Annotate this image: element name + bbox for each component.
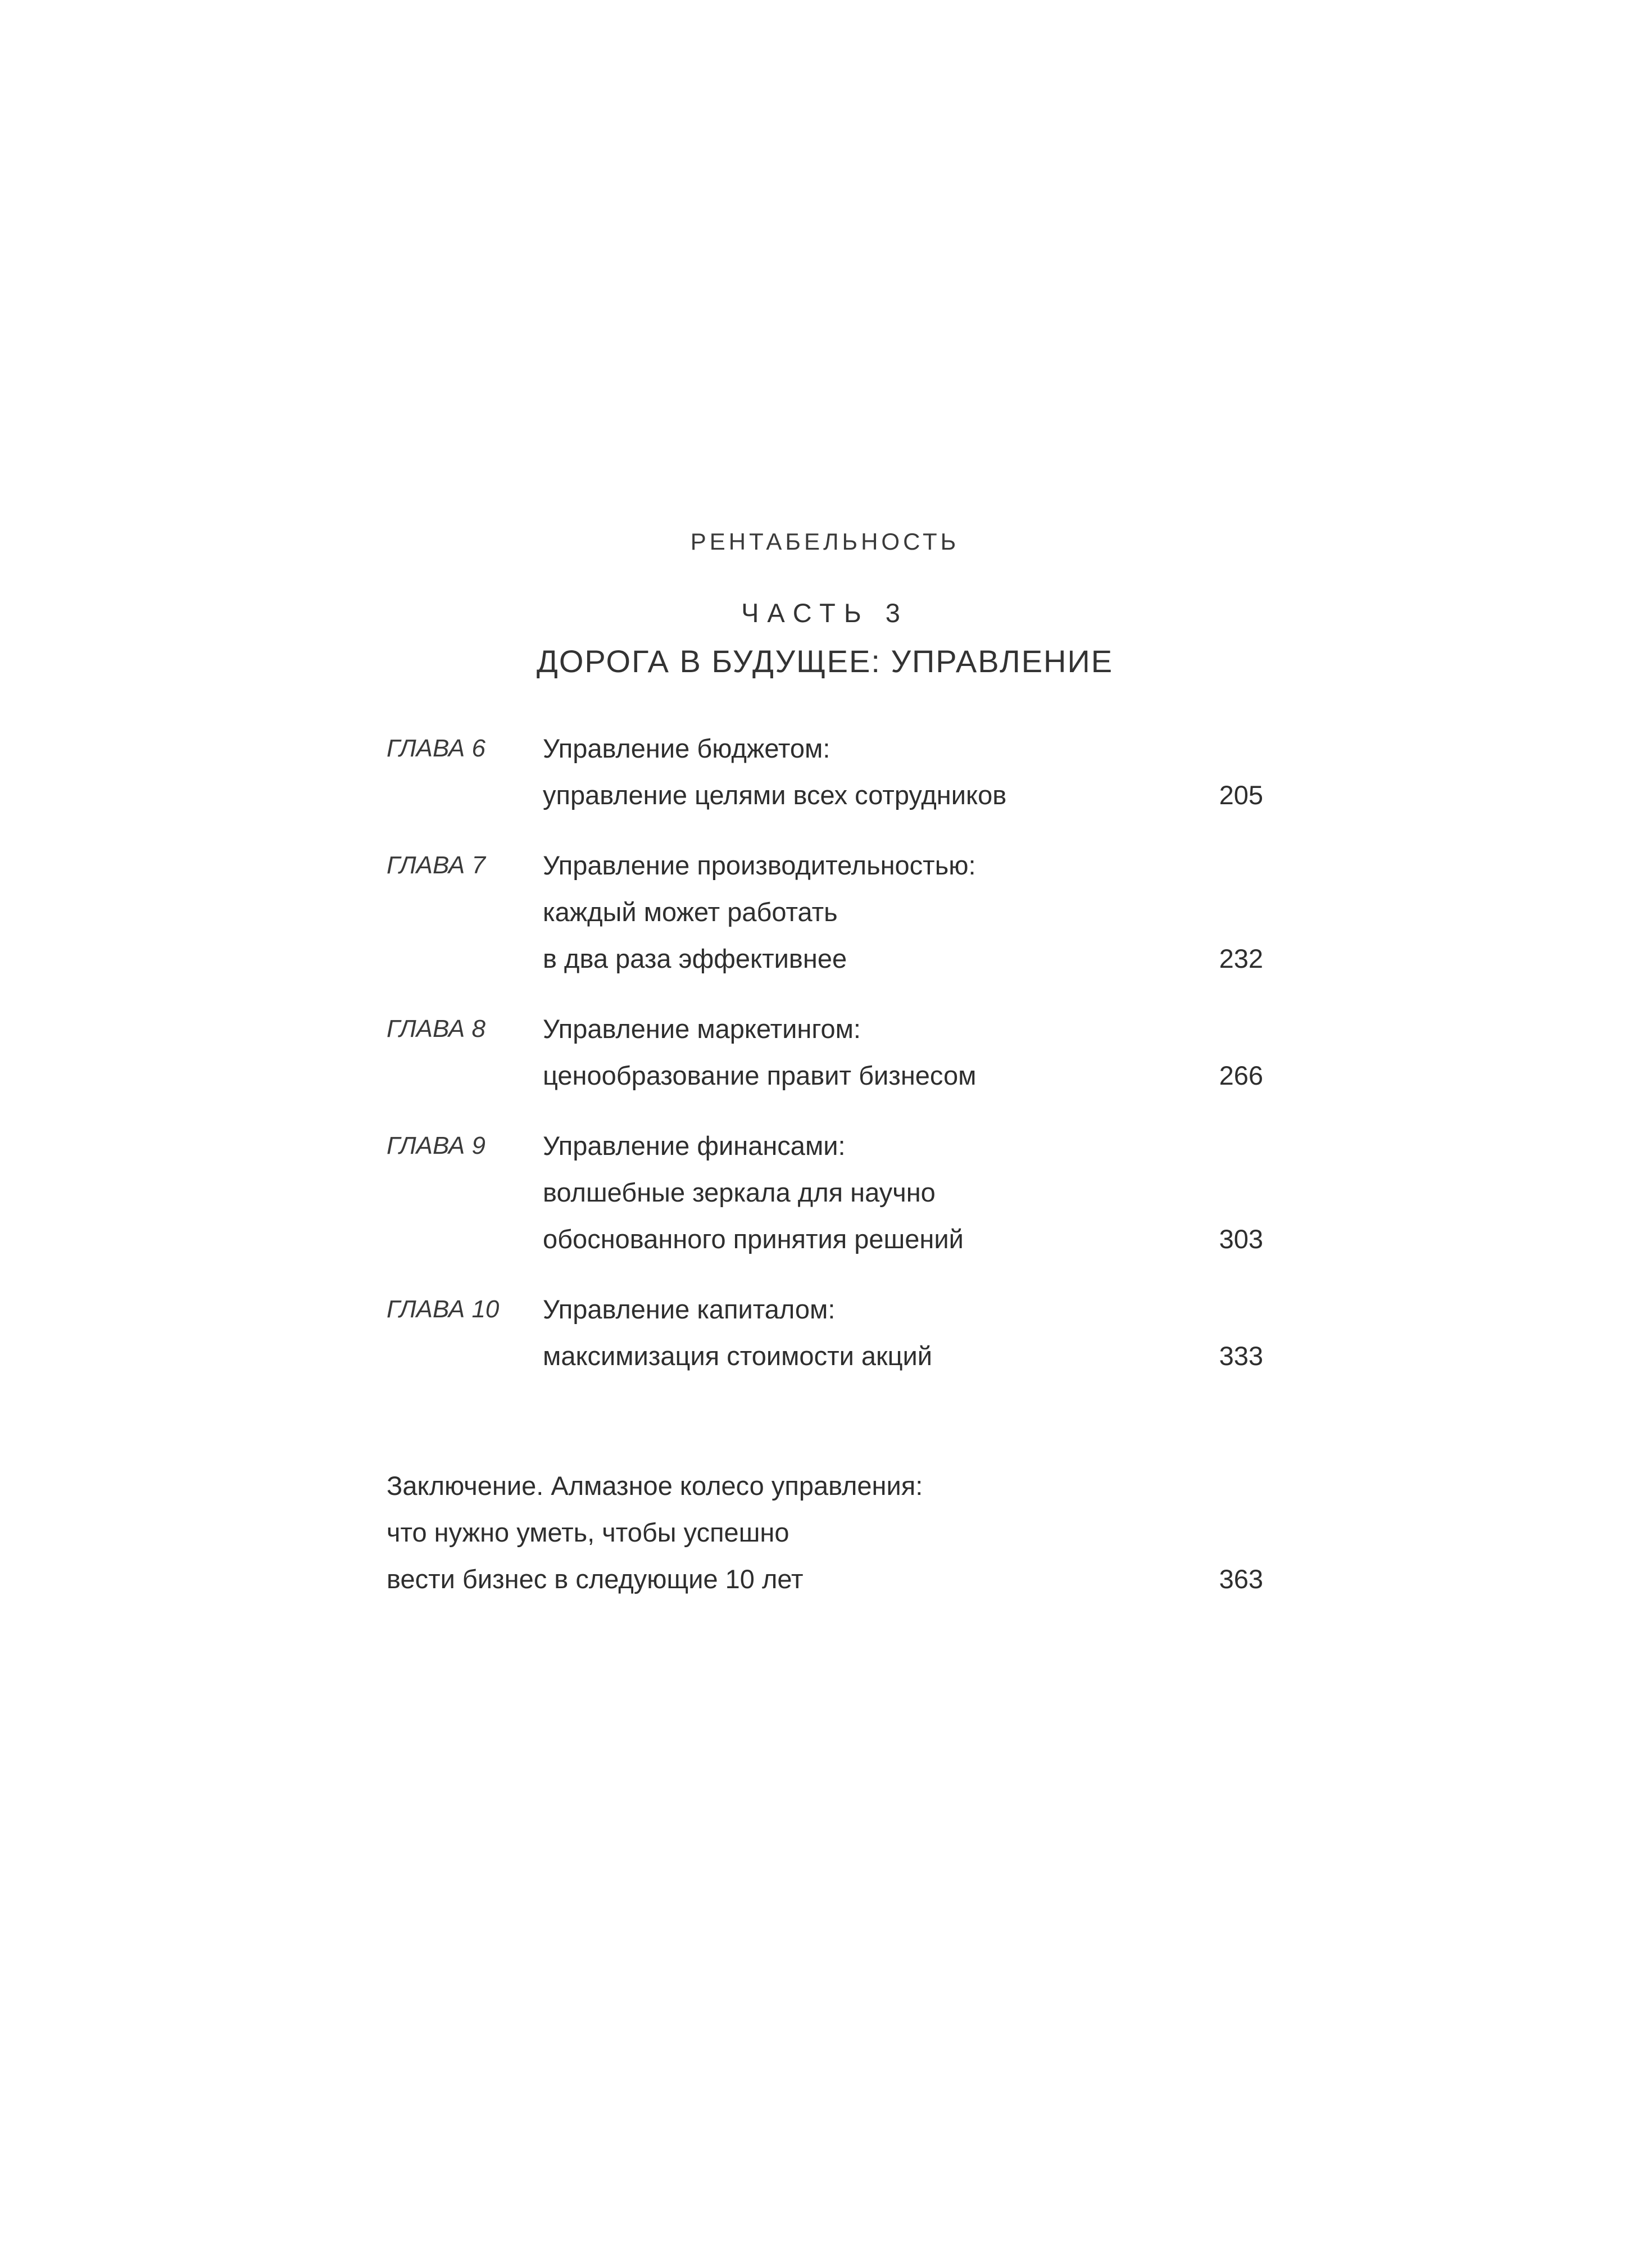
chapter-title-line: в два раза эффективнее [543, 944, 847, 973]
page-number: 205 [1219, 780, 1263, 810]
chapter-title-line: Управление финансами: [543, 1131, 846, 1161]
chapter-title-line: обоснованного принятия решений [543, 1224, 964, 1254]
chapter-label: ГЛАВА 10 [387, 1295, 500, 1323]
chapter-title-line: Управление капиталом: [543, 1294, 836, 1324]
toc-entry-chapter-9 [387, 1122, 1263, 1262]
chapter-title [543, 1286, 1168, 1379]
conclusion-line: Заключение. Алмазное колесо управления: [387, 1471, 923, 1501]
chapter-title-line: Управление бюджетом: [543, 733, 830, 763]
chapter-label: ГЛАВА 7 [387, 851, 485, 879]
toc-entry-chapter-7 [387, 842, 1263, 982]
chapter-title-line: Управление маркетингом: [543, 1014, 861, 1044]
chapter-title [543, 1122, 1168, 1262]
page-number: 266 [1219, 1060, 1263, 1090]
page-number: 303 [1219, 1224, 1263, 1254]
chapter-title [543, 725, 1168, 818]
conclusion-line: что нужно уметь, чтобы успешно [387, 1517, 789, 1547]
page-number: 232 [1219, 944, 1263, 973]
chapter-label: ГЛАВА 8 [387, 1015, 485, 1043]
toc-entry-chapter-6 [387, 725, 1263, 818]
page-number: 333 [1219, 1341, 1263, 1371]
conclusion-line: вести бизнес в следующие 10 лет [387, 1564, 804, 1594]
chapter-title-line: Управление производительностью: [543, 850, 976, 880]
chapter-label: ГЛАВА 9 [387, 1132, 485, 1159]
chapter-title [543, 1005, 1168, 1099]
running-head: РЕНТАБЕЛЬНОСТЬ [690, 528, 960, 555]
chapter-title-line: максимизация стоимости акций [543, 1341, 933, 1371]
toc-entry-conclusion [387, 1462, 1263, 1602]
part-title: ДОРОГА В БУДУЩЕЕ: УПРАВЛЕНИЕ [536, 643, 1114, 679]
toc-list [387, 725, 1263, 1379]
conclusion-title [387, 1462, 1168, 1602]
chapter-title-line: ценообразование правит бизнесом [543, 1060, 977, 1090]
page-number: 363 [1219, 1564, 1263, 1594]
chapter-title [543, 842, 1168, 982]
toc-content [387, 527, 1263, 1602]
toc-entry-chapter-8 [387, 1005, 1263, 1099]
toc-entry-chapter-10 [387, 1286, 1263, 1379]
chapter-title-line: каждый может работать [543, 897, 838, 927]
chapter-title-line: управление целями всех сотрудников [543, 780, 1007, 810]
part-label: ЧАСТЬ 3 [741, 598, 909, 628]
chapter-label: ГЛАВА 6 [387, 735, 485, 762]
chapter-title-line: волшебные зеркала для научно [543, 1177, 936, 1207]
